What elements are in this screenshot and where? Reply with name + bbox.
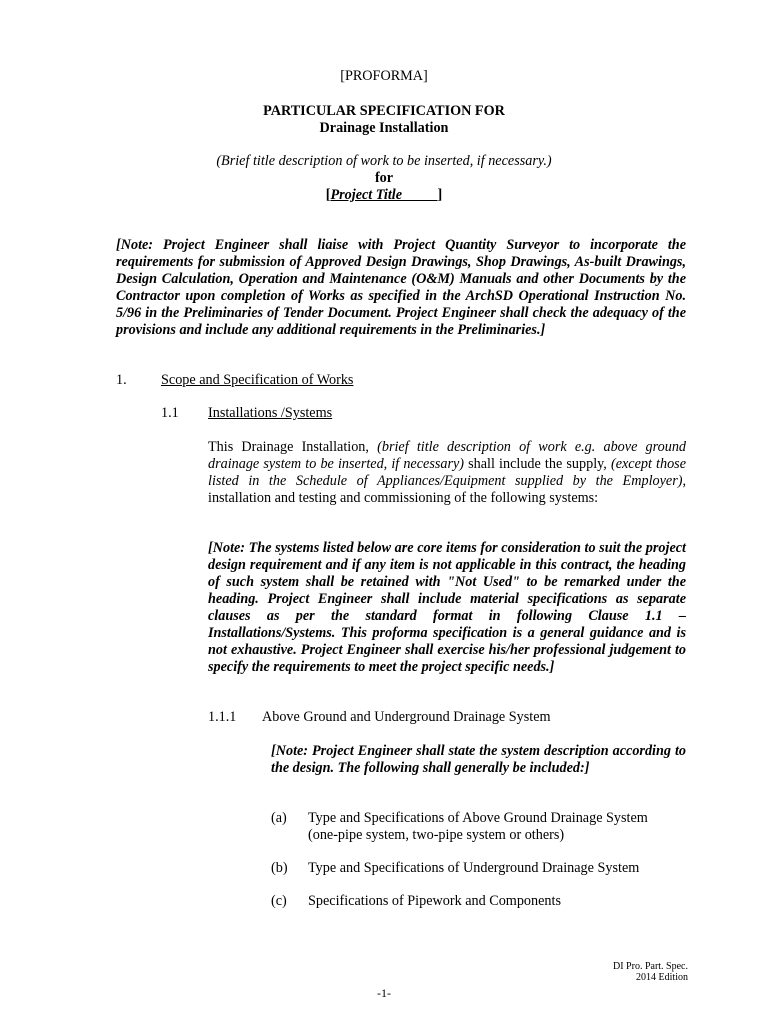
document-title: PARTICULAR SPECIFICATION FOR	[263, 103, 505, 119]
project-title-bracket-close: ]	[437, 187, 443, 203]
list-item-label: (c)	[271, 893, 287, 909]
footer-reference	[560, 961, 688, 983]
list-item-text: Type and Specifications of Above Ground Drainage System	[308, 810, 648, 826]
footer-ref-line-1: DI Pro. Part. Spec.	[613, 961, 688, 972]
section-1-1-1-number: 1.1.1	[208, 709, 237, 725]
section-1-1-paragraph	[208, 439, 686, 507]
main-note: [Note: Project Engineer shall liaise with Project Quantity Surveyor to incorporate the requirements for submission of Approved Design Drawings, Shop Drawings, As-built Drawings, Design Calculation, Operation and Maintenance (O&M) Manuals and other Documents by the Contractor upon completion of Works as specified in the ArchSD Operational Instruction No. 5/96 in the Preliminaries of Tender Document. Project Engineer shall check the adequacy of the provisions and include any additional requirements in the Preliminaries.]	[116, 237, 686, 338]
para-text-d: (except those listed in the Schedule of Appliances/Equipment supplied by the Employer)	[208, 456, 687, 489]
document-subtitle: Drainage Installation	[319, 120, 449, 136]
section-1-number: 1.	[116, 372, 127, 388]
para-text-a: This Drainage Installation,	[208, 439, 378, 455]
for-label: for	[374, 170, 394, 186]
para-text-c: shall include the supply,	[464, 456, 611, 472]
list-item-label: (a)	[271, 810, 287, 826]
project-title-line	[0, 187, 768, 204]
project-title-placeholder: Project Title	[330, 187, 438, 203]
list-item-text: Type and Specifications of Underground Drainage System	[308, 860, 640, 876]
brief-title-placeholder: (Brief title description of work to be inserted, if necessary.)	[216, 153, 552, 169]
list-item-text: Specifications of Pipework and Components	[308, 893, 561, 909]
section-1-1-note: [Note: The systems listed below are core items for consideration to suit the project design requirement and if any item is not applicable in this contract, the heading of such system shall be retained with "Not Used" to be remarked under the heading. Project Engineer shall include material specifications as separate clauses as per the standard format in following Clause 1.1 – Installations/Systems. This proforma specification is a general guidance and is not exhaustive. Project Engineer shall exercise his/her professional judgement to specify the requirements to meet the project specific needs.]	[208, 540, 686, 675]
para-text-e: , installation and testing and commissioning of the following systems:	[208, 473, 686, 506]
section-1-1-1-heading: Above Ground and Underground Drainage System	[262, 709, 551, 725]
project-title-bracket-open: [	[325, 187, 331, 203]
footer-ref-line-2: 2014 Edition	[636, 972, 688, 983]
para-text-b: (brief title description of work e.g. above ground drainage system to be inserted, if necessary)	[208, 439, 687, 472]
section-1-1-1-note: [Note: Project Engineer shall state the system description according to the design. The following shall generally be included:]	[271, 743, 686, 776]
section-1-1-number: 1.1	[161, 405, 179, 421]
section-1-heading: Scope and Specification of Works	[161, 372, 354, 388]
list-item-text-continued: (one-pipe system, two-pipe system or others)	[308, 827, 565, 843]
section-1-1-heading: Installations /Systems	[208, 405, 333, 421]
proforma-label: [PROFORMA]	[340, 68, 428, 84]
list-item-label: (b)	[271, 860, 288, 876]
page-number: -1-	[377, 986, 391, 1000]
